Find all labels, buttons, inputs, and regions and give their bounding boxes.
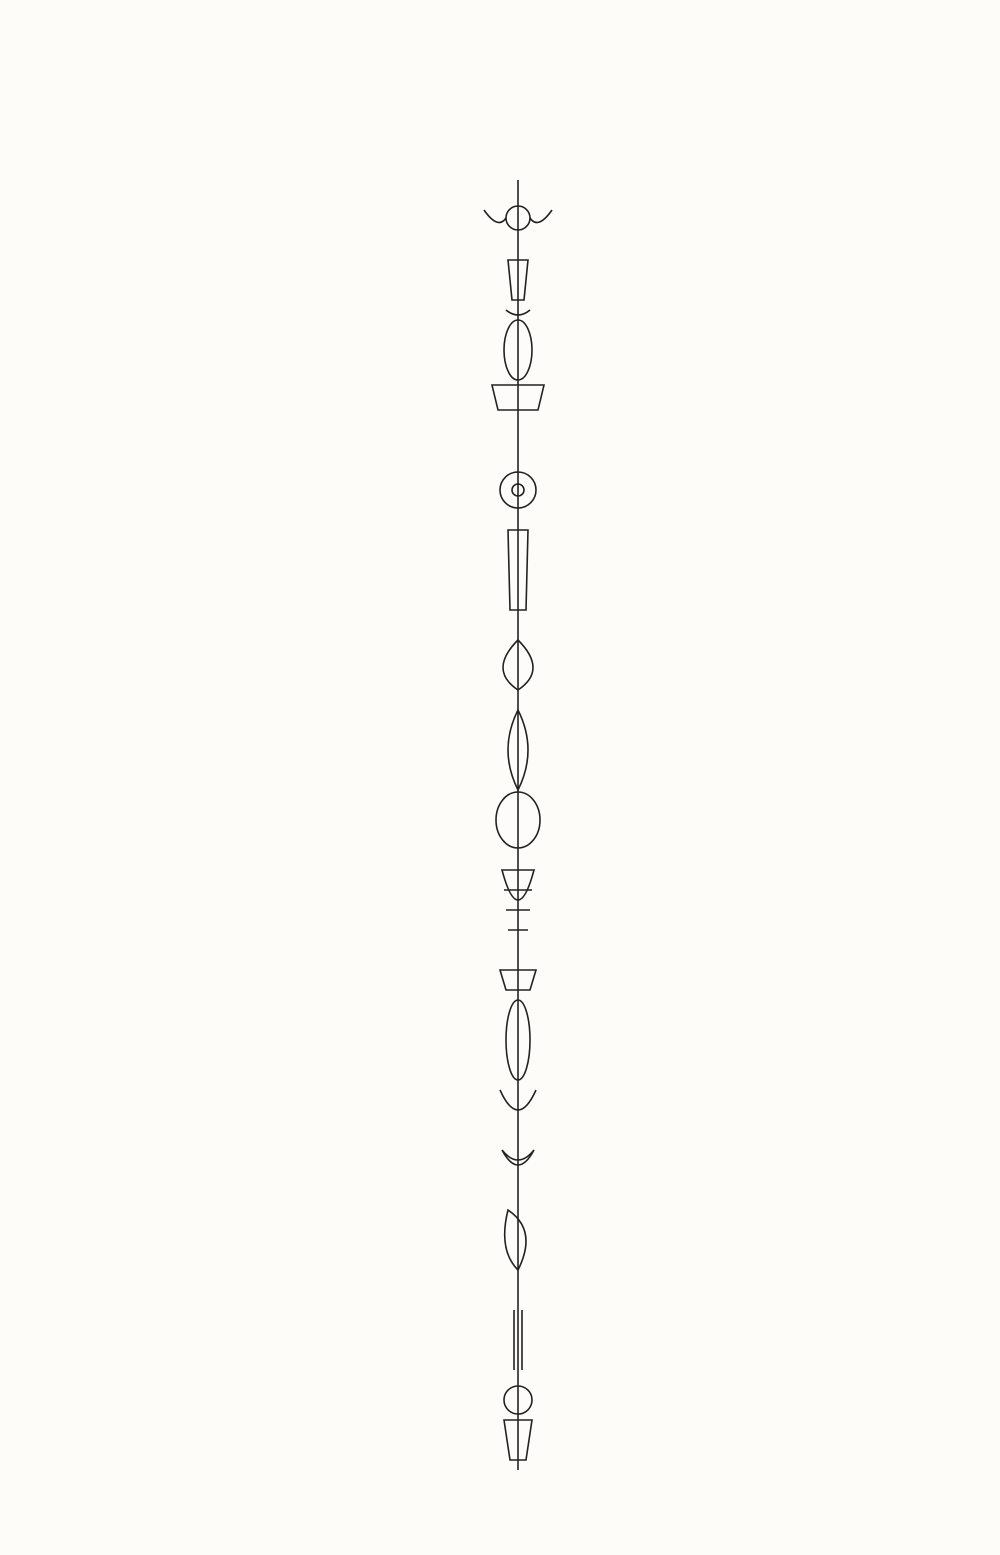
ornamental-column-divider: [478, 170, 558, 1480]
